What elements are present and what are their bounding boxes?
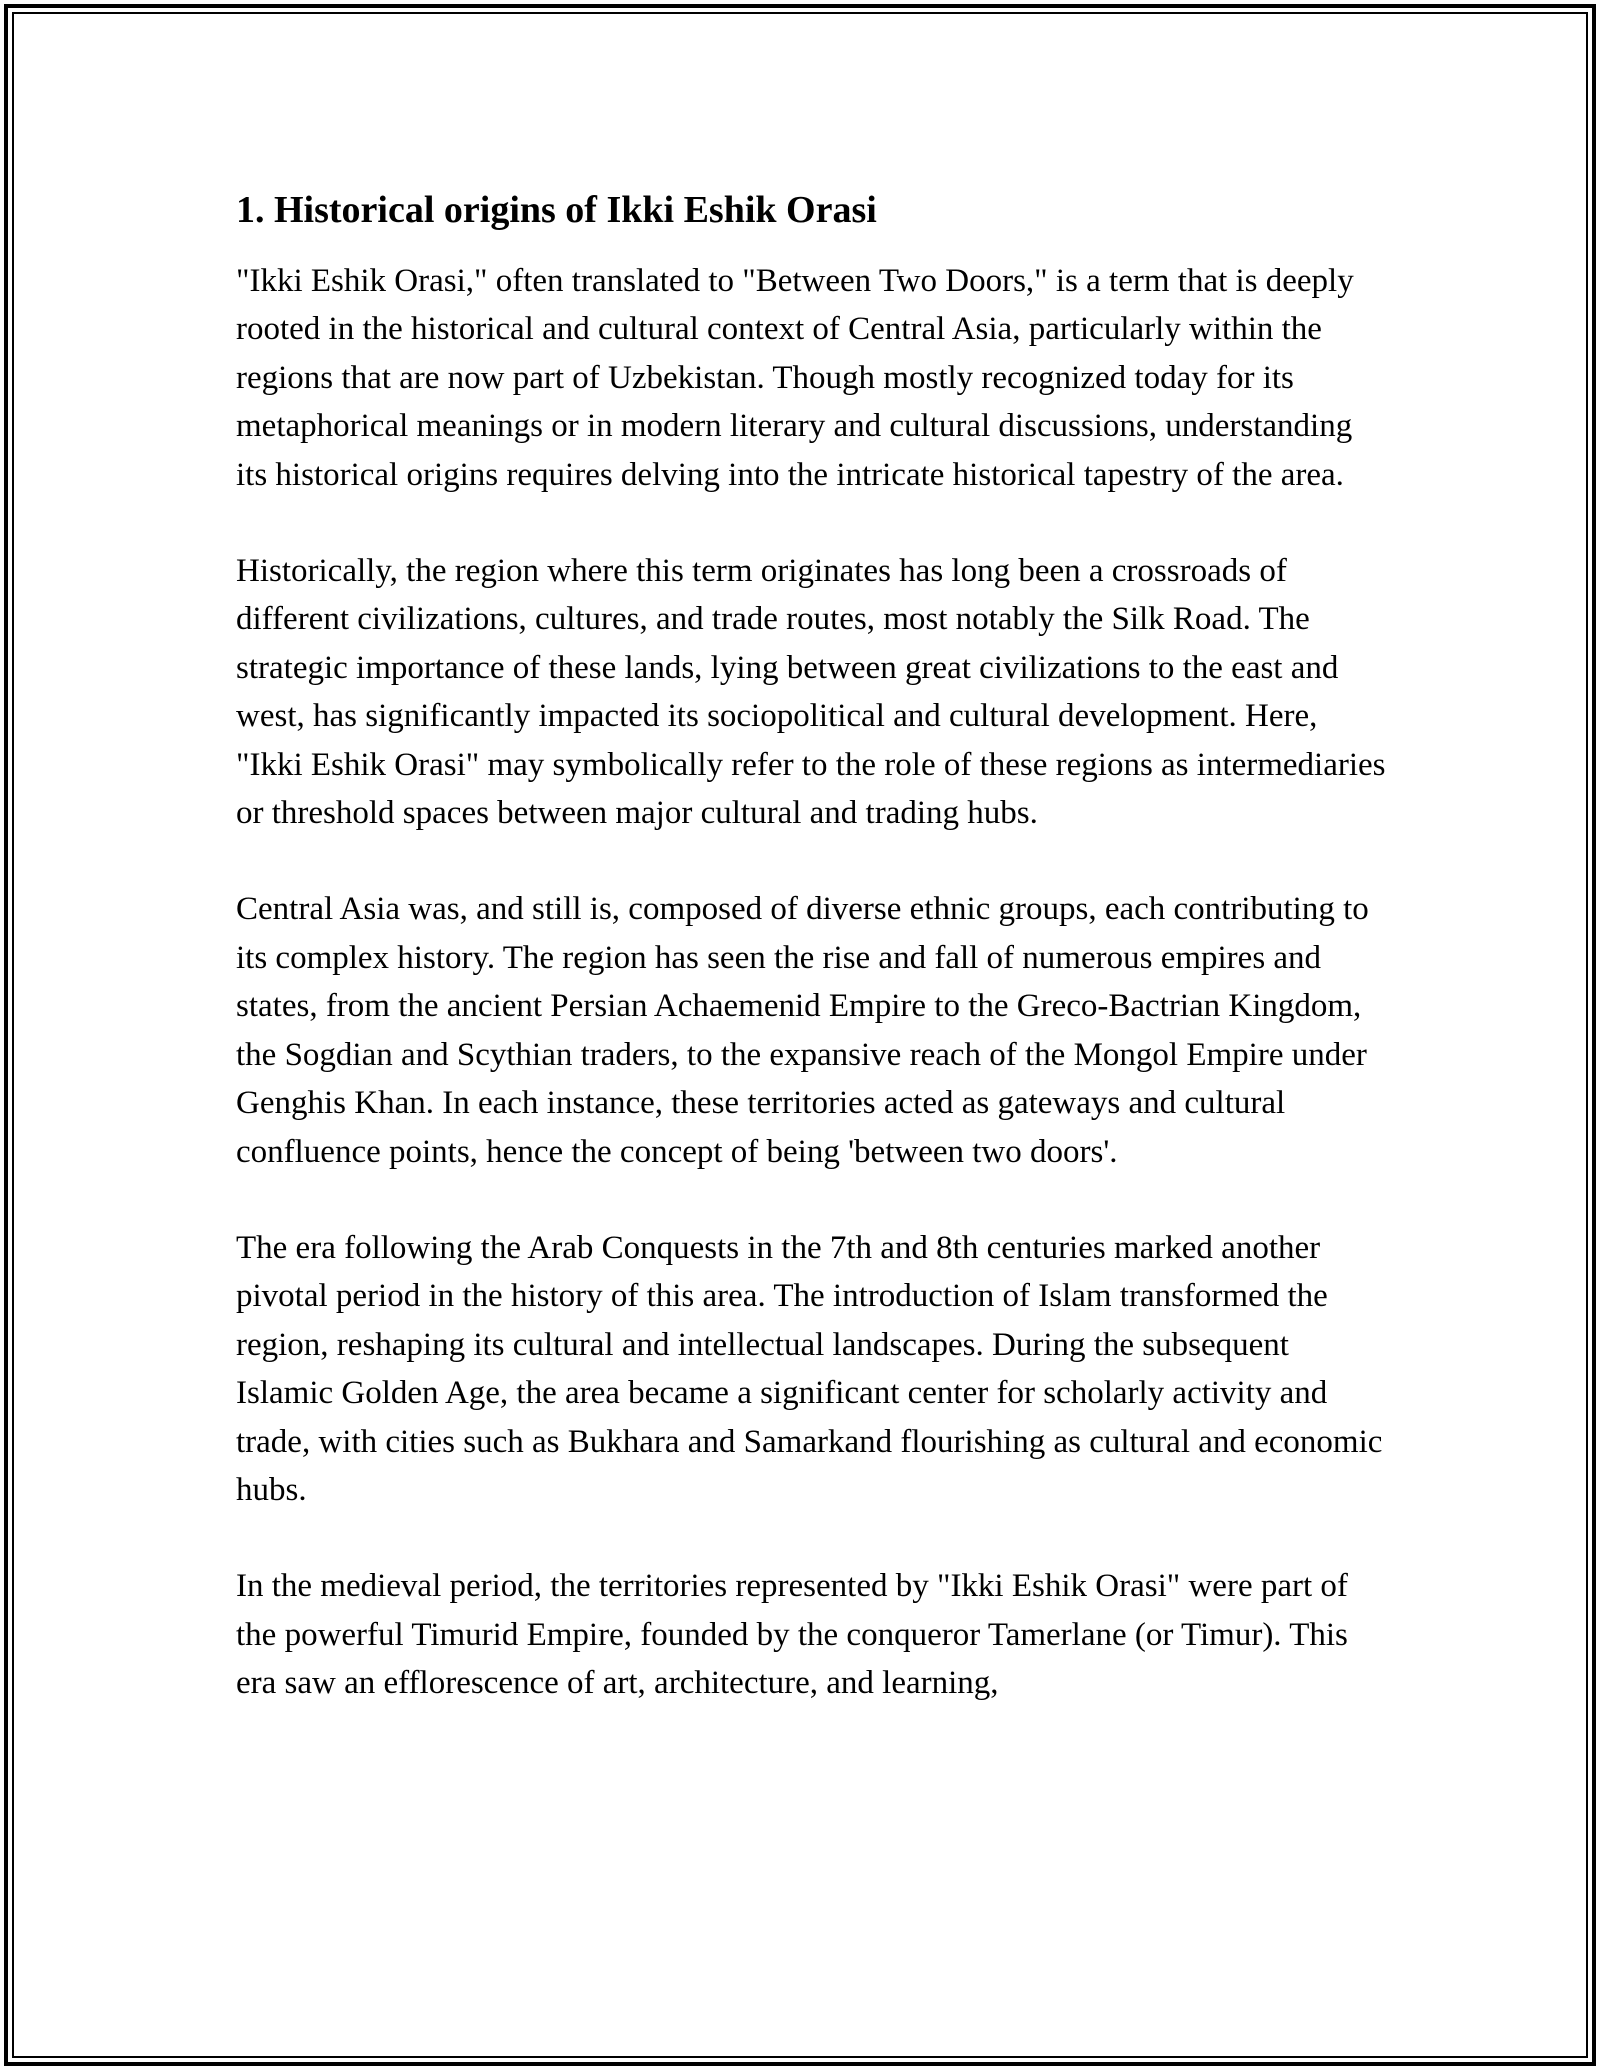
paragraph-3: Central Asia was, and still is, composed of diverse ethnic groups, each contributing to its complex history. The region has seen the rise and fall of numerous empires and states, from the ancient Persian Achaemenid Empire to the Greco-Bactrian Kingdom, the Sogdian and Scythian traders, to the expansive reach of the Mongol Empire under Genghis Khan. In each instance, these territories acted as gateways and cultural confluence points, hence the concept of being 'between two doors'.	[236, 891, 1369, 1170]
paragraph-4: The era following the Arab Conquests in the 7th and 8th centuries marked another pivotal period in the history of this area. The introduction of Islam transformed the region, reshaping its cultural and intellectual landscapes. During the subsequent Islamic Golden Age, the area became a significant center for scholarly activity and trade, with cities such as Bukhara and Samarkand flourishing as cultural and economic hubs.	[236, 1229, 1383, 1508]
document-body	[236, 186, 1386, 1708]
paragraph-2: Historically, the region where this term originates has long been a crossroads of different civilizations, cultures, and trade routes, most notably the Silk Road. The strategic importance of these lands, lying between great civilizations to the east and west, has significantly impacted its sociopolitical and cultural development. Here, "Ikki Eshik Orasi" may symbolically refer to the role of these regions as intermediaries or threshold spaces between major cultural and trading hubs.	[236, 553, 1386, 832]
paragraph-1: "Ikki Eshik Orasi," often translated to "Between Two Doors," is a term that is deeply rooted in the historical and cultural context of Central Asia, particularly within the regions that are now part of Uzbekistan. Though mostly recognized today for its metaphorical meanings or in modern literary and cultural discussions, understanding its historical origins requires delving into the intricate historical tapestry of the area.	[236, 263, 1354, 493]
section-heading: 1. Historical origins of Ikki Eshik Orasi	[236, 189, 877, 231]
paragraph-5: In the medieval period, the territories represented by "Ikki Eshik Orasi" were part of the powerful Timurid Empire, founded by the conqueror Tamerlane (or Timur). This era saw an efflorescence of art, architecture, and learning,	[236, 1568, 1348, 1702]
